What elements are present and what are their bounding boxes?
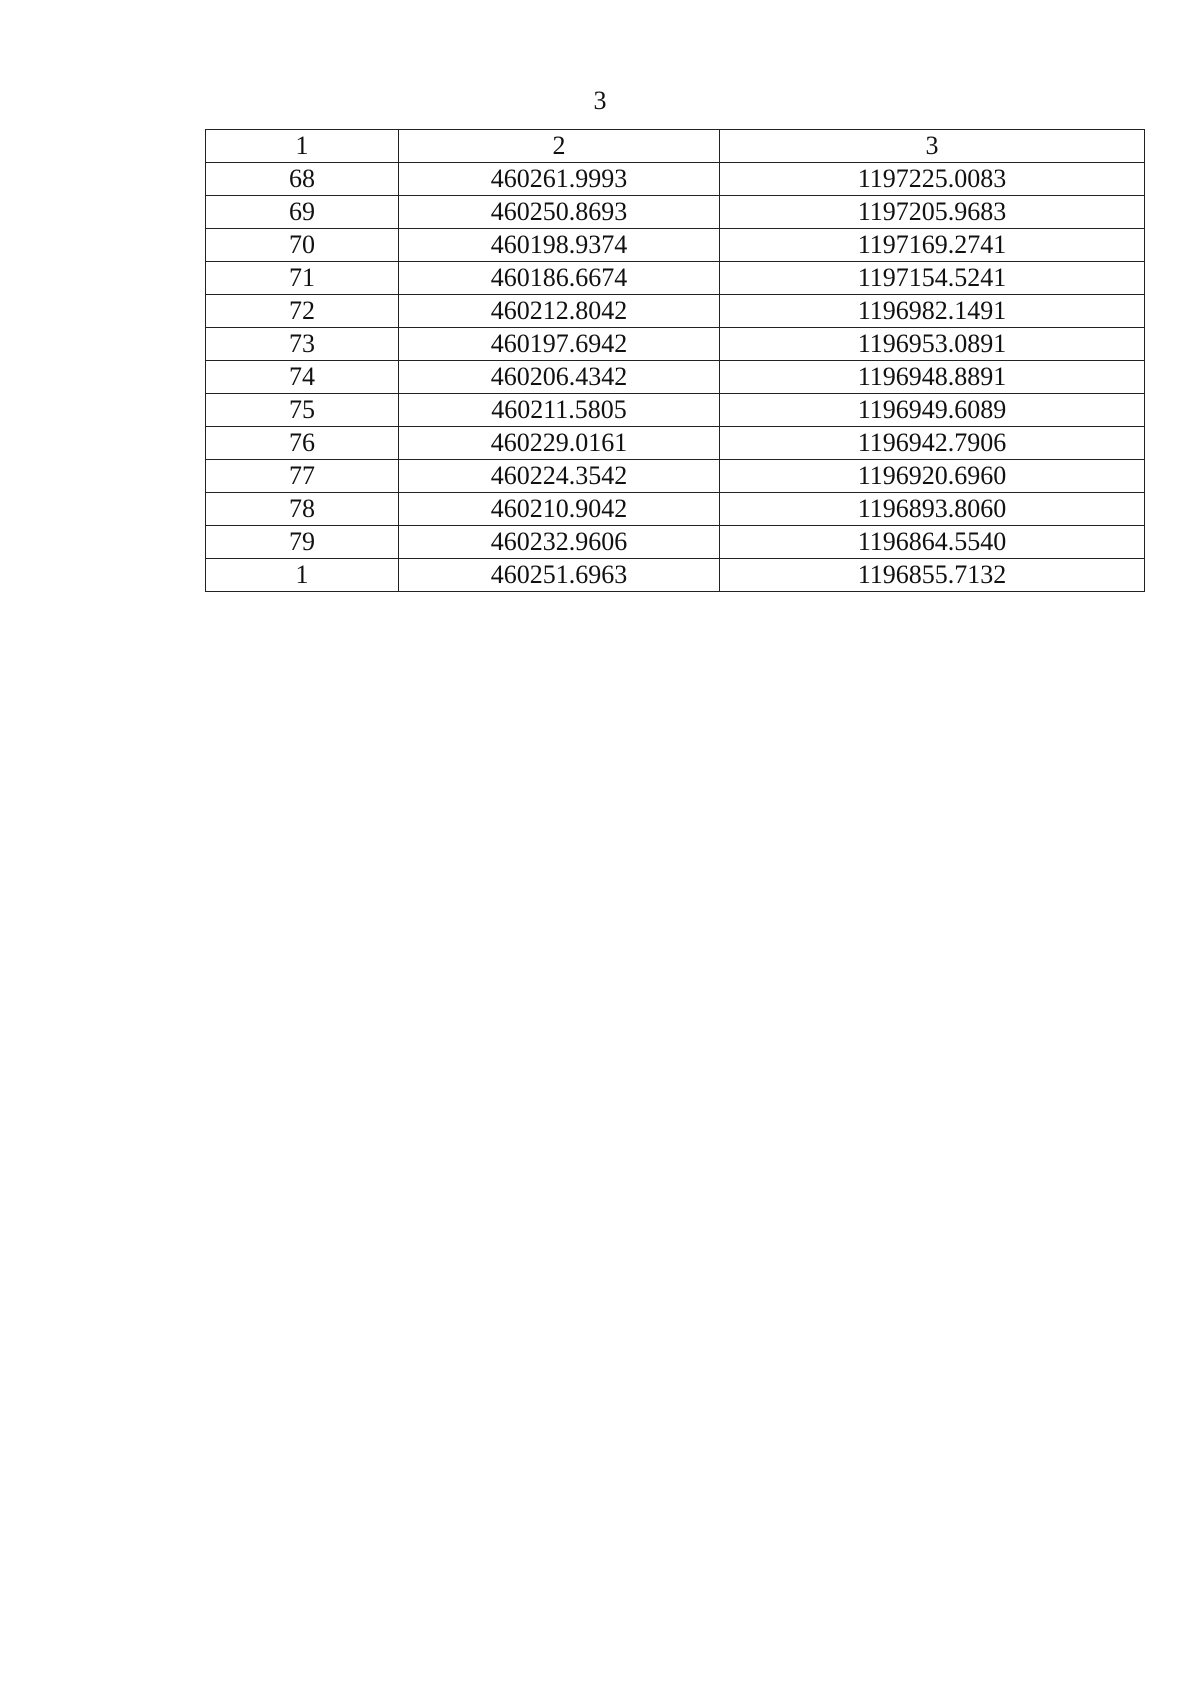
point-number-cell: 76 <box>206 427 399 460</box>
point-number-cell: 75 <box>206 394 399 427</box>
point-number-cell: 72 <box>206 295 399 328</box>
y-coordinate-cell: 1196920.6960 <box>720 460 1145 493</box>
table-row <box>206 229 1145 262</box>
y-coordinate-cell: 1196942.7906 <box>720 427 1145 460</box>
x-coordinate-cell: 460250.8693 <box>399 196 720 229</box>
y-coordinate-cell: 1196864.5540 <box>720 526 1145 559</box>
x-coordinate-cell: 460198.9374 <box>399 229 720 262</box>
x-coordinate-cell: 460232.9606 <box>399 526 720 559</box>
header-row <box>206 130 1145 163</box>
page-number: 3 <box>593 86 607 115</box>
table-row <box>206 394 1145 427</box>
x-coordinate-cell: 460206.4342 <box>399 361 720 394</box>
header-cell-x: 2 <box>399 130 720 163</box>
x-coordinate-cell: 460210.9042 <box>399 493 720 526</box>
y-coordinate-cell: 1196953.0891 <box>720 328 1145 361</box>
header-cell-y: 3 <box>720 130 1145 163</box>
table-row <box>206 196 1145 229</box>
point-number-cell: 78 <box>206 493 399 526</box>
x-coordinate-cell: 460229.0161 <box>399 427 720 460</box>
point-number-cell: 70 <box>206 229 399 262</box>
y-coordinate-cell: 1196855.7132 <box>720 559 1145 592</box>
point-number-cell: 74 <box>206 361 399 394</box>
y-coordinate-cell: 1197154.5241 <box>720 262 1145 295</box>
point-number-cell: 79 <box>206 526 399 559</box>
point-number-cell: 73 <box>206 328 399 361</box>
y-coordinate-cell: 1196948.8891 <box>720 361 1145 394</box>
table-body <box>206 163 1145 592</box>
y-coordinate-cell: 1196893.8060 <box>720 493 1145 526</box>
table-row <box>206 295 1145 328</box>
table-row <box>206 163 1145 196</box>
point-number-cell: 77 <box>206 460 399 493</box>
x-coordinate-cell: 460251.6963 <box>399 559 720 592</box>
point-number-cell: 69 <box>206 196 399 229</box>
y-coordinate-cell: 1197205.9683 <box>720 196 1145 229</box>
x-coordinate-cell: 460211.5805 <box>399 394 720 427</box>
header-cell-point: 1 <box>206 130 399 163</box>
x-coordinate-cell: 460261.9993 <box>399 163 720 196</box>
coordinates-table <box>205 129 1145 592</box>
table-row <box>206 460 1145 493</box>
y-coordinate-cell: 1196982.1491 <box>720 295 1145 328</box>
point-number-cell: 71 <box>206 262 399 295</box>
table-row <box>206 427 1145 460</box>
y-coordinate-cell: 1196949.6089 <box>720 394 1145 427</box>
table-row <box>206 328 1145 361</box>
table-row <box>206 262 1145 295</box>
y-coordinate-cell: 1197225.0083 <box>720 163 1145 196</box>
y-coordinate-cell: 1197169.2741 <box>720 229 1145 262</box>
x-coordinate-cell: 460197.6942 <box>399 328 720 361</box>
point-number-cell: 1 <box>206 559 399 592</box>
table-row <box>206 559 1145 592</box>
table-header <box>206 130 1145 163</box>
table-row <box>206 493 1145 526</box>
point-number-cell: 68 <box>206 163 399 196</box>
x-coordinate-cell: 460212.8042 <box>399 295 720 328</box>
table-row <box>206 361 1145 394</box>
table-row <box>206 526 1145 559</box>
x-coordinate-cell: 460186.6674 <box>399 262 720 295</box>
x-coordinate-cell: 460224.3542 <box>399 460 720 493</box>
